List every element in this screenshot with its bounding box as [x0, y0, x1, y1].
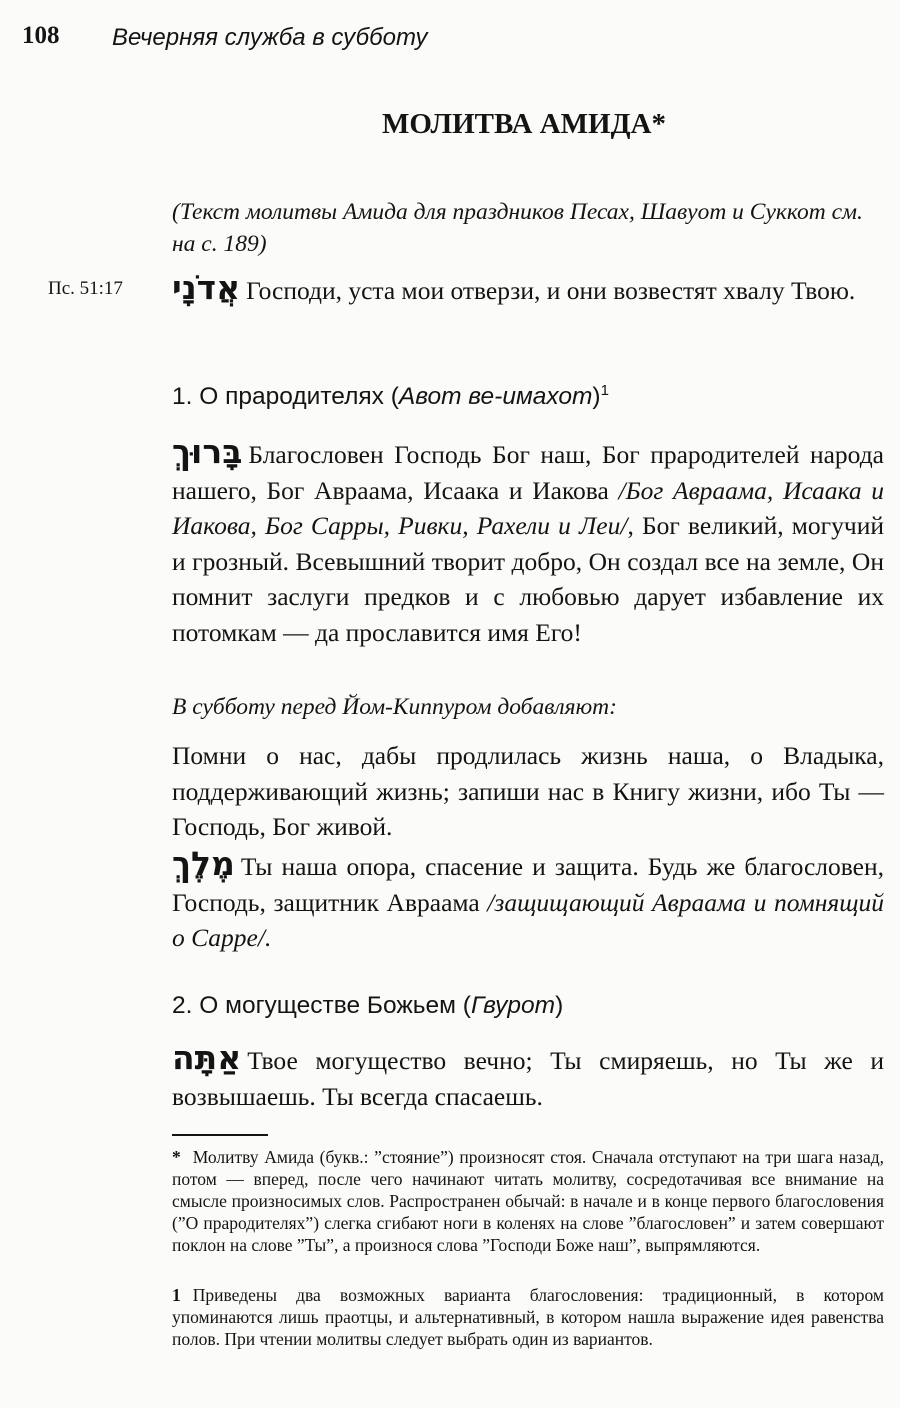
section-1-title-italic: Авот ве-имахот [398, 383, 593, 411]
running-title: Вечерняя служба в субботу [112, 24, 428, 51]
opening-text: Господи, уста мои отверзи, и они возвестят хвалу Твою. [246, 276, 856, 305]
gvurot-paragraph [172, 1040, 884, 1114]
footnote-mark: * [172, 1147, 181, 1167]
hebrew-word-baruch: בָּרוּךְ [172, 432, 243, 471]
closing-paragraph [172, 846, 884, 956]
yom-kippur-addition: Помни о нас, дабы продлилась жизнь наша, о Владыка, поддерживающий жизнь; запиши нас в Книгу жизни, ибо Ты — Господь, Бог живой. [172, 741, 884, 841]
footnote-asterisk [172, 1146, 884, 1256]
blessing-text-italic: /Бог Авраама, Исаака и Иакова, Бог Сарры, Ривки, Рахели и Леи/ [172, 475, 884, 540]
footnote-ref-1: 1 [600, 382, 609, 399]
section-2-title-italic: Гвурот [470, 992, 556, 1019]
gvurot-text: Твое могущество вечно; Ты смиряешь, но Ты же и возвышаешь. Ты всегда спасаешь. [172, 1046, 884, 1111]
section-1-title: 1. О прародителях ( [172, 383, 399, 411]
rubric-instruction: В субботу перед Йом-Киппуром добавляют: [172, 694, 617, 720]
hebrew-word-melech: מֶלֶךְ [172, 844, 235, 883]
footnote-divider [172, 1134, 268, 1136]
page-title: МОЛИТВА АМИДА* [382, 108, 666, 140]
hebrew-word-atah: אַתָּה [172, 1038, 242, 1077]
footnote-1 [172, 1284, 884, 1350]
blessing-text-b: , Бог великий, могучий и грозный. Всевышний творит добро, Он создал все на земле, Он помнит заслуги предков и с любовью дарует избавление их потомкам — да прославится имя Его! [172, 511, 884, 647]
closing-text: Ты наша опора, спасение и защита. Будь же благословен, Господь, защитник Авраама [172, 852, 884, 917]
psalm-reference: Пс. 51:17 [48, 278, 123, 299]
intro-note: (Текст молитвы Амида для праздников Песах, Шавуот и Суккот см. на с. 189) [172, 199, 863, 257]
section-2-title: 2. О могуществе Божьем ( [172, 992, 471, 1019]
footnote-text: Приведены два возможных варианта благословения: традиционный, в котором упоминаются лишь праотцы, и альтернативный, в котором нашла выражение идея равенства полов. При чтении молитвы следует выбрать один из вариантов. [172, 1285, 884, 1349]
hebrew-word-adonai: אֲדֹנָי [172, 268, 241, 307]
blessing-paragraph [172, 434, 884, 650]
section-1-title-close: ) [592, 383, 601, 411]
footnote-text: Молитву Амида (букв.: ”стояние”) произносят стоя. Сначала отступают на три шага назад, потом — вперед, после чего начинают читать молитву, сосредотачивая все внимание на смысле произносимых слов. Распространен обычай: в начале и в конце первого благословения (”О прародителях”) слегка сгибают ноги в коленях на слове ”благословен” и затем совершают поклон на слове ”Ты”, а произнося слова ”Господи Боже наш”, выпрямляются. [172, 1147, 884, 1255]
closing-text-italic: /защищающий Авраама и помнящий о Сарре/. [172, 887, 884, 952]
section-heading-1 [172, 382, 609, 411]
section-2-title-close: ) [555, 992, 564, 1019]
page-number: 108 [22, 22, 60, 49]
blessing-text-a: Благословен Господь Бог наш, Бог прародителей народа нашего, Бог Авраама, Исаака и Иакова [172, 440, 884, 505]
footnote-mark: 1 [172, 1285, 181, 1305]
section-heading-2 [172, 992, 563, 1020]
opening-verse [172, 270, 884, 309]
